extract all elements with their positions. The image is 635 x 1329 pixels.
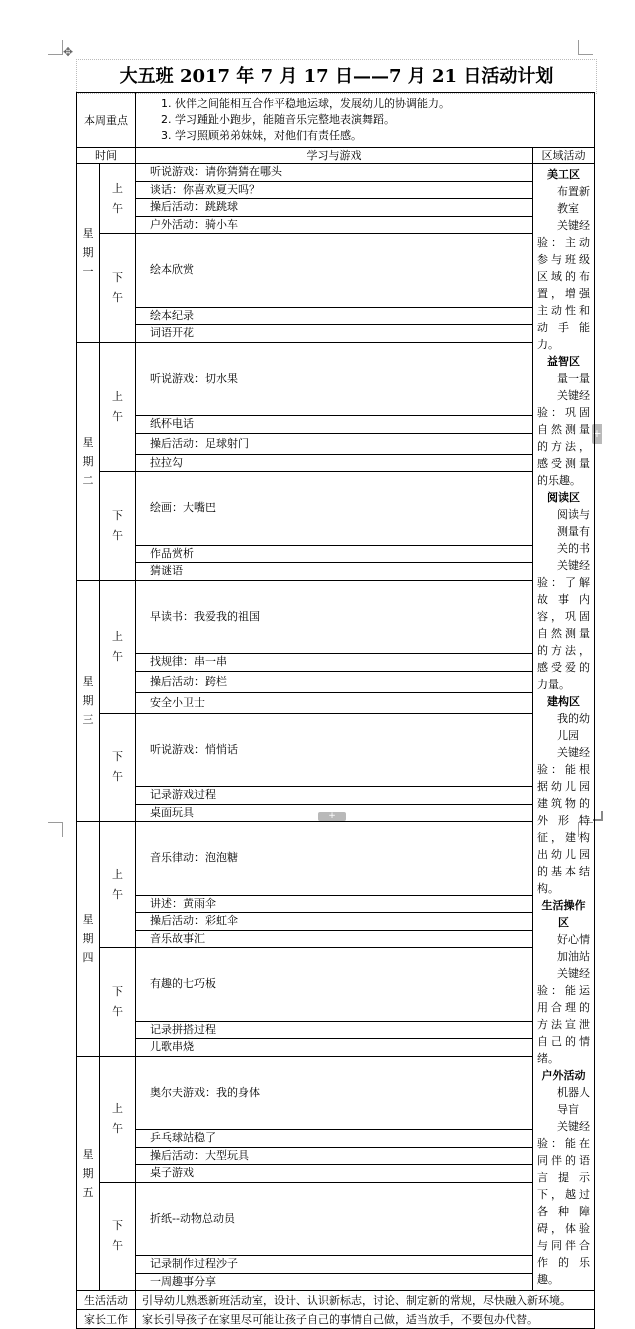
activity-cell: 猜谜语	[136, 563, 533, 581]
table-row	[77, 181, 595, 199]
activity-cell: 纸杯电话	[136, 416, 533, 434]
activity-cell: 折纸--动物总动员	[136, 1182, 533, 1256]
activity-cell: 听说游戏：请你猜猜在哪头	[136, 164, 533, 182]
day-label-char: 星	[82, 675, 94, 689]
am-label-char: 上	[112, 181, 123, 195]
table-row	[77, 472, 595, 546]
table-row	[77, 1256, 595, 1274]
table-row	[77, 787, 595, 805]
day-label-char: 星	[82, 435, 94, 449]
area-name: 量一量	[557, 372, 590, 385]
pm-label-char: 下	[112, 750, 123, 764]
area-experience: 关键经验：主动参与班级区域的布置，增强主动性和动手能力。	[537, 219, 590, 351]
table-row	[77, 822, 595, 896]
table-row	[77, 234, 595, 308]
pm-label	[100, 713, 136, 822]
day-label-char: 期	[82, 932, 94, 946]
activity-cell: 桌子游戏	[136, 1165, 533, 1183]
margin-marker-bottom-left	[48, 822, 63, 837]
pm-label-char: 下	[112, 1219, 123, 1233]
am-label-char: 上	[112, 1102, 123, 1115]
activity-cell: 听说游戏：切水果	[136, 342, 533, 416]
table-row	[77, 416, 595, 434]
add-column-icon[interactable]: +	[592, 424, 602, 444]
activity-cell: 听说游戏：悄悄话	[136, 713, 533, 787]
day-label-char: 期	[82, 246, 94, 260]
activity-cell: 乒乓球站稳了	[136, 1130, 533, 1148]
table-row	[77, 342, 595, 416]
focus-items	[136, 93, 595, 148]
activity-cell: 有趣的七巧板	[136, 948, 533, 1022]
activity-cell: 记录游戏过程	[136, 787, 533, 805]
day-label-char: 三	[82, 713, 94, 727]
day-label-char: 期	[82, 454, 94, 468]
activity-cell: 早读书：我爱我的祖国	[136, 580, 533, 654]
focus-label: 本周重点	[77, 93, 136, 148]
margin-marker-top-left	[48, 40, 63, 55]
area-name: 我的幼儿园	[557, 712, 590, 742]
day-label-char: 期	[82, 1166, 94, 1180]
table-row	[77, 713, 595, 787]
activity-cell: 绘画：大嘴巴	[136, 472, 533, 546]
table-row	[77, 804, 595, 822]
am-label-char: 上	[112, 867, 123, 881]
area-block	[537, 166, 590, 353]
table-row	[77, 1273, 595, 1291]
activity-cell: 操后活动：足球射门	[136, 433, 533, 454]
area-name: 好心情加油站	[557, 933, 590, 963]
table-row	[77, 895, 595, 913]
activity-cell: 作品赏析	[136, 545, 533, 563]
day-label	[77, 342, 100, 580]
table-row	[77, 454, 595, 472]
activity-cell: 户外活动：骑小车	[136, 216, 533, 234]
day-label-char: 期	[82, 694, 94, 708]
activity-cell: 安全小卫士	[136, 692, 533, 713]
activity-cell: 音乐律动：泡泡糖	[136, 822, 533, 896]
table-row	[77, 1165, 595, 1183]
pm-label-char: 下	[112, 984, 123, 998]
pm-label-char: 午	[112, 528, 123, 542]
table-row	[77, 1039, 595, 1057]
footer-life-row	[77, 1291, 595, 1310]
activity-cell: 一周趣事分享	[136, 1273, 533, 1291]
am-label	[100, 1056, 136, 1182]
area-title: 建构区	[547, 695, 580, 708]
pm-label-char: 午	[112, 1004, 123, 1018]
area-name: 阅读与测量有关的书	[557, 508, 590, 555]
table-row	[77, 199, 595, 217]
pm-label	[100, 948, 136, 1057]
focus-item: 3. 学习照顾弟弟妹妹，对他们有责任感。	[161, 129, 362, 142]
area-experience: 关键经验：能根据幼儿园建筑物的外形特征，建构出幼儿园的基本结构。	[537, 746, 590, 895]
table-row	[77, 671, 595, 692]
activity-plan-table	[76, 92, 595, 1329]
pm-label-char: 午	[112, 1239, 123, 1253]
margin-marker-top-right	[578, 40, 593, 55]
table-row	[77, 545, 595, 563]
activity-cell: 记录制作过程沙子	[136, 1256, 533, 1274]
area-title: 阅读区	[547, 491, 580, 504]
table-row	[77, 164, 595, 182]
table-row	[77, 1056, 595, 1130]
footer-family-label: 家长工作	[77, 1310, 136, 1329]
day-label-char: 星	[82, 1147, 94, 1161]
activity-cell: 谈话：你喜欢夏天吗？	[136, 181, 533, 199]
day-label	[77, 1056, 100, 1291]
activity-cell: 拉拉勾	[136, 454, 533, 472]
add-row-icon[interactable]: +	[318, 812, 346, 821]
area-experience: 关键经验：了解故事内容，巩固自然测量的方法，感受爱的力量。	[537, 559, 590, 691]
header-learning: 学习与游戏	[136, 148, 533, 164]
focus-row	[77, 93, 595, 148]
table-row	[77, 433, 595, 454]
days-body	[77, 164, 595, 1291]
am-label-char: 上	[112, 389, 123, 403]
header-area: 区域活动	[533, 148, 595, 164]
pm-label	[100, 1182, 136, 1291]
activity-cell: 操后活动：彩虹伞	[136, 913, 533, 931]
day-label-char: 一	[82, 265, 94, 279]
pm-label-char: 午	[112, 290, 123, 304]
activity-cell: 绘本欣赏	[136, 234, 533, 308]
activity-cell: 讲述：黄雨伞	[136, 895, 533, 913]
day-label-char: 二	[82, 473, 94, 487]
activity-cell: 找规律：串一串	[136, 654, 533, 672]
am-label-char: 午	[112, 1122, 123, 1135]
am-label	[100, 822, 136, 948]
activity-cell: 操后活动：跨栏	[136, 671, 533, 692]
activity-cell: 儿歌串烧	[136, 1039, 533, 1057]
header-row	[77, 148, 595, 164]
am-label-char: 上	[112, 629, 123, 643]
footer-family-row	[77, 1310, 595, 1329]
activity-cell: 桌面玩具	[136, 804, 533, 822]
table-row	[77, 216, 595, 234]
pm-label	[100, 472, 136, 581]
am-label-char: 午	[112, 409, 123, 423]
table-row	[77, 692, 595, 713]
day-label	[77, 822, 100, 1057]
am-label-char: 午	[112, 649, 123, 663]
activity-cell: 奥尔夫游戏：我的身体	[136, 1056, 533, 1130]
table-row	[77, 580, 595, 654]
area-experience: 关键经验：巩固自然测量的方法，感受测量的乐趣。	[537, 389, 590, 487]
table-row	[77, 654, 595, 672]
am-label-char: 午	[112, 201, 123, 215]
table-row	[77, 948, 595, 1022]
area-block	[537, 489, 590, 693]
activity-cell: 操后活动：跳跳球	[136, 199, 533, 217]
area-name: 机器人导盲	[557, 1086, 590, 1116]
pm-label-char: 下	[112, 270, 123, 284]
area-activities	[533, 164, 595, 1291]
area-experience: 关键经验：能运用合理的方法宣泄自己的情绪。	[537, 967, 590, 1065]
activity-cell: 绘本纪录	[136, 307, 533, 325]
am-label	[100, 342, 136, 472]
table-row	[77, 1021, 595, 1039]
pm-label	[100, 234, 136, 343]
am-label	[100, 164, 136, 234]
day-label-char: 星	[82, 913, 94, 927]
area-block	[537, 353, 590, 489]
table-row	[77, 325, 595, 343]
area-block	[537, 693, 590, 897]
area-block	[537, 897, 590, 1067]
table-row	[77, 563, 595, 581]
footer-life-label: 生活活动	[77, 1291, 136, 1310]
activity-cell: 音乐故事汇	[136, 930, 533, 948]
area-title: 户外活动	[541, 1069, 586, 1082]
day-label-char: 四	[82, 951, 94, 965]
activity-cell: 操后活动：大型玩具	[136, 1147, 533, 1165]
day-label	[77, 164, 100, 343]
pm-label-char: 下	[112, 508, 123, 522]
activity-cell: 词语开花	[136, 325, 533, 343]
footer-family-text: 家长引导孩子在家里尽可能让孩子自己的事情自己做，适当放手，不要包办代替。	[136, 1310, 595, 1329]
focus-item: 1. 伙伴之间能相互合作平稳地运球，发展幼儿的协调能力。	[161, 97, 450, 110]
day-label-char: 星	[82, 227, 94, 241]
table-row	[77, 1147, 595, 1165]
table-row	[77, 1182, 595, 1256]
table-row	[77, 307, 595, 325]
area-block	[537, 1067, 590, 1288]
area-title: 生活操作区	[541, 899, 586, 929]
header-time: 时间	[77, 148, 136, 164]
activity-cell: 记录拼搭过程	[136, 1021, 533, 1039]
pm-label-char: 午	[112, 770, 123, 784]
day-label-char: 五	[82, 1185, 94, 1199]
table-row	[77, 1130, 595, 1148]
area-experience: 关键经验：能在同伴的语言提示下，越过各种障碍，体验与同伴合作的乐趣。	[537, 1120, 590, 1286]
day-label	[77, 580, 100, 822]
table-row	[77, 913, 595, 931]
focus-item: 2. 学习踵趾小跑步，能随音乐完整地表演舞蹈。	[161, 113, 395, 126]
am-label	[100, 580, 136, 713]
area-name: 布置新教室	[557, 185, 590, 215]
table-move-handle-icon[interactable]: ✥	[63, 45, 74, 59]
area-title: 美工区	[547, 168, 580, 181]
area-title: 益智区	[547, 355, 580, 368]
footer-life-text: 引导幼儿熟悉新班活动室，设计、认识新标志，讨论、制定新的常规，尽快融入新环境。	[136, 1291, 595, 1310]
table-row	[77, 930, 595, 948]
am-label-char: 午	[112, 887, 123, 901]
page-title: 大五班 2017 年 7 月 17 日——7 月 21 日活动计划	[76, 59, 597, 94]
